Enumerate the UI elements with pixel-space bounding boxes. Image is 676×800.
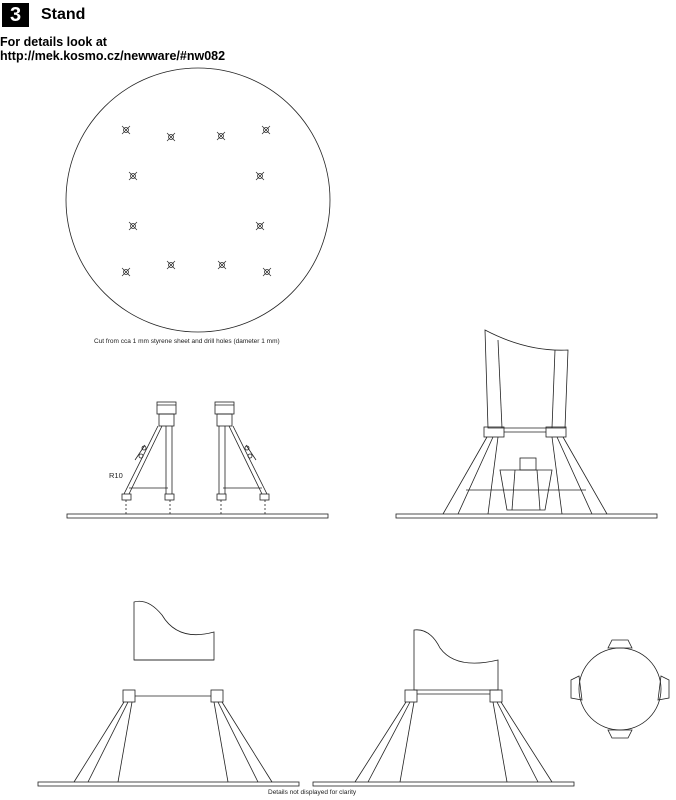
angled-view-with-body xyxy=(313,630,574,786)
cut-instruction-caption: Cut from cca 1 mm styrene sheet and drill holes (dameter 1 mm) xyxy=(94,338,280,345)
details-text: For details look at xyxy=(0,35,107,49)
step-number-badge: 3 xyxy=(2,3,29,27)
clarity-note-caption: Details not displayed for clarity xyxy=(268,789,357,796)
top-view-ring xyxy=(571,640,669,738)
details-url-link[interactable]: http://mek.kosmo.cz/newware/#nw082 xyxy=(0,49,226,63)
front-view-assembly xyxy=(396,330,657,518)
drill-holes xyxy=(122,126,271,276)
radius-dimension-label: R10 xyxy=(109,471,123,480)
side-view-legs xyxy=(67,402,328,518)
side-view-with-body xyxy=(38,601,299,786)
base-disc-template xyxy=(66,68,330,332)
step-title: Stand xyxy=(41,6,86,23)
